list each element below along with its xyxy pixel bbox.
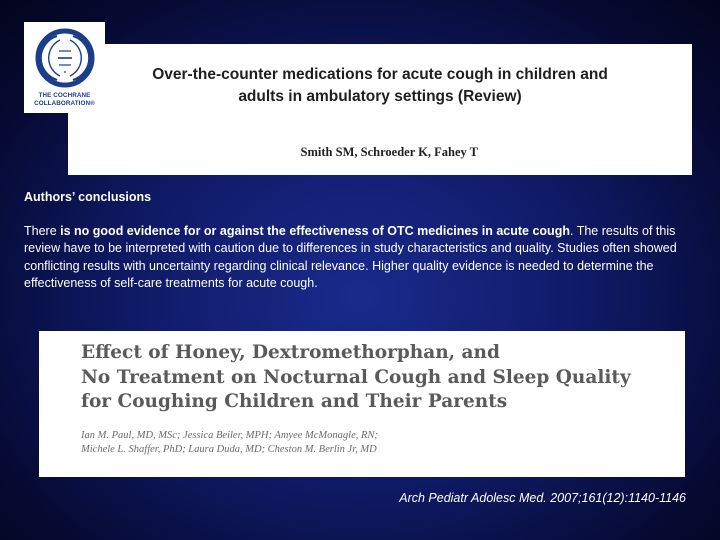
- study-authors-line1: Ian M. Paul, MD, MSc; Jessica Beiler, MPH; Amyee McMonagle, RN;: [81, 430, 378, 441]
- review-title: [68, 64, 692, 108]
- review-title-line1: Over-the-counter medications for acute cough in children and: [152, 66, 608, 83]
- review-authors: Smith SM, Schroeder K, Fahey T: [300, 145, 478, 159]
- conclusions-heading: Authors’ conclusions: [24, 190, 152, 204]
- cochrane-logo-icon: [35, 27, 95, 89]
- conclusions-emphasis: is no good evidence for or against the effectiveness of OTC medicines in acute cough: [60, 224, 570, 238]
- study-title-line2: No Treatment on Nocturnal Cough and Sleep Quality: [81, 366, 631, 388]
- logo-caption-line2: COLLABORATION®: [34, 99, 95, 107]
- study-authors: [81, 429, 671, 457]
- citation: Arch Pediatr Adolesc Med. 2007;161(12):1140-1146: [399, 491, 686, 505]
- review-title-line2: adults in ambulatory settings (Review): [238, 88, 522, 105]
- review-card: [68, 44, 692, 175]
- study-authors-line2: Michele L. Shaffer, PhD; Laura Duda, MD; Cheston M. Berlin Jr, MD: [81, 444, 377, 455]
- study-card: [39, 331, 685, 477]
- logo-caption: [24, 92, 105, 107]
- logo-caption-line1: THE COCHRANE: [38, 92, 91, 99]
- study-title-line1: Effect of Honey, Dextromethorphan, and: [81, 342, 500, 363]
- study-title: [81, 341, 671, 415]
- study-title-line3: for Coughing Children and Their Parents: [81, 391, 508, 412]
- conclusions-body: [24, 223, 694, 293]
- conclusions-lead: There: [24, 224, 61, 238]
- conclusions-rest: . The results of this review have to be interpreted with caution due to differences in study characteristics and quality. Studies often showed conflicting results with uncertainty regarding clinical relevance. Higher quality evidence is needed to determine the effectiveness of self-care treatments for acute cough.: [24, 224, 677, 291]
- cochrane-logo: [24, 22, 105, 113]
